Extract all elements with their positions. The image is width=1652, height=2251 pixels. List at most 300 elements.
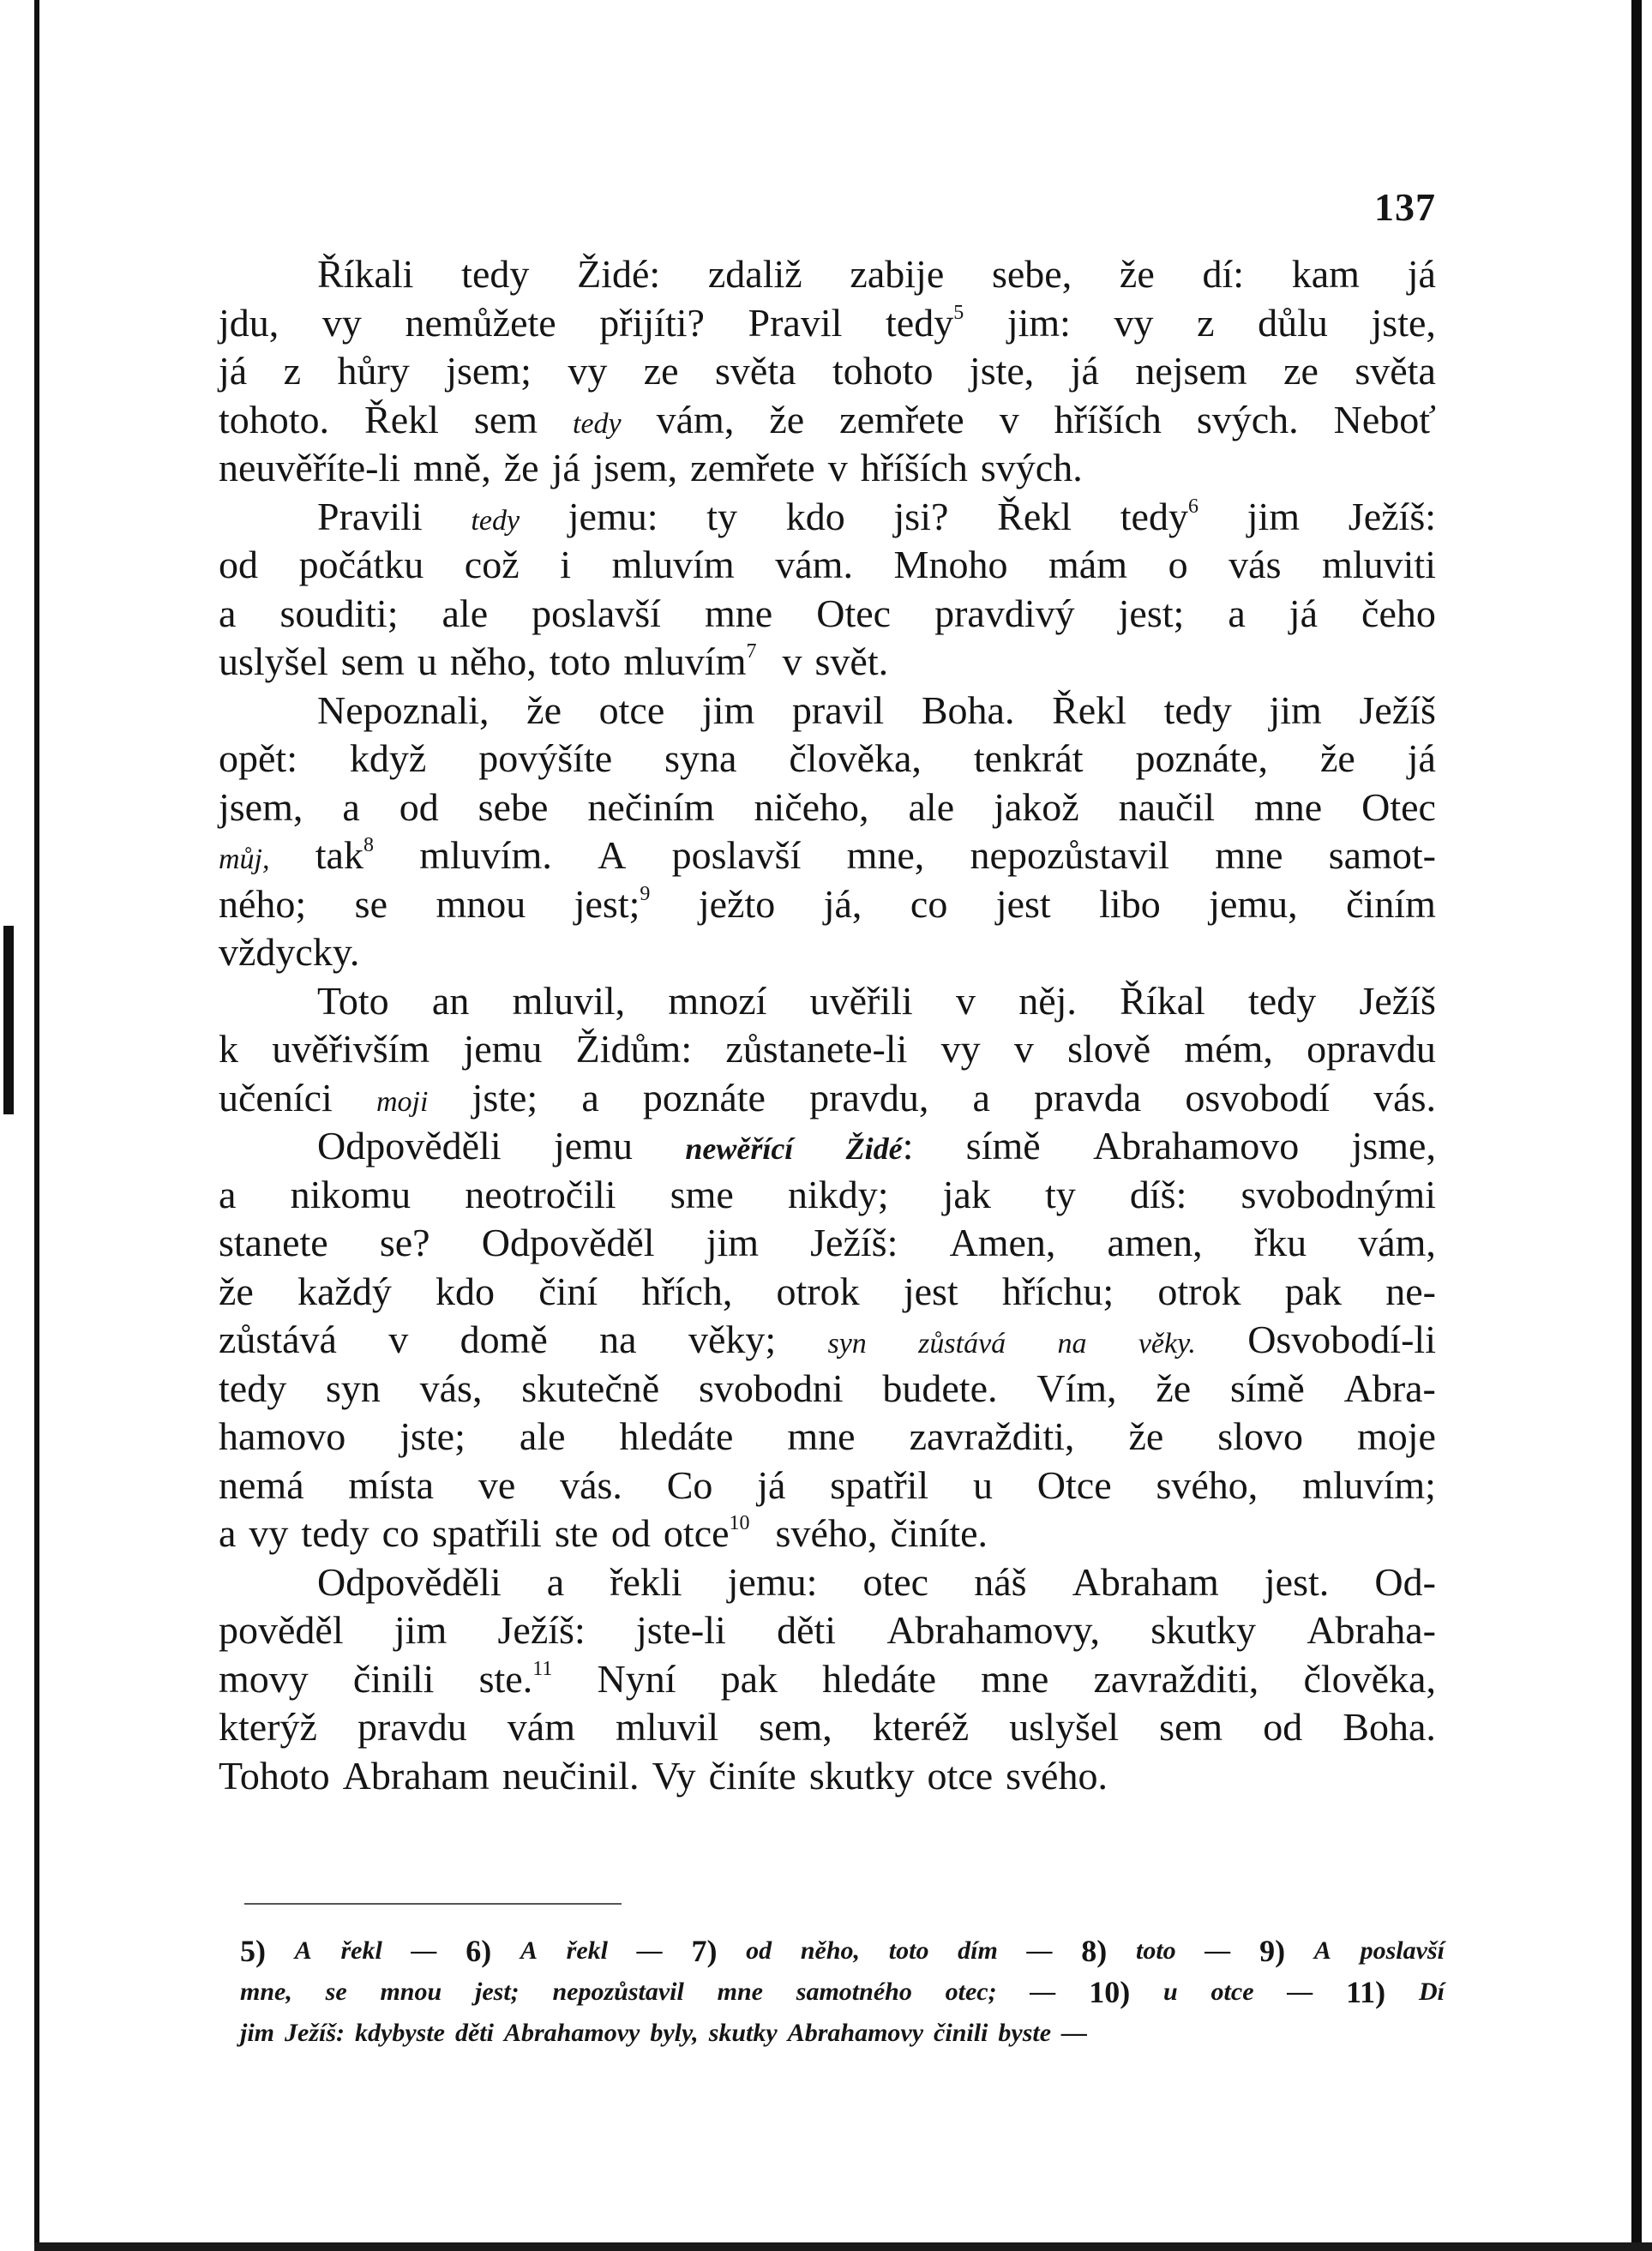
word: mnozí [668,978,767,1023]
word: opět: [219,736,297,780]
word: každý [297,1269,392,1313]
word: ty [706,494,738,538]
word: samot- [1328,833,1436,877]
word: sem [473,397,538,441]
word: já [1070,349,1099,393]
text-line [219,493,1436,542]
footnote-word: jim [240,2019,275,2047]
word: ničeho, [754,784,869,829]
word: že [1156,1366,1192,1410]
word: sem, [759,1705,832,1749]
word: Odpověděli [317,1559,502,1604]
footnote-number: 5) [240,1934,266,1968]
footnote-word: mne, [240,1978,292,2006]
word: pravda [1034,1075,1142,1119]
footnote-word: Abrahamovy [503,2019,640,2047]
text-line [219,735,1436,783]
italic-text: syn [827,1328,867,1360]
word: jsem; [446,349,532,393]
word: uslyšel [1009,1705,1120,1749]
word: pravdu [357,1705,467,1749]
word: vy [568,349,608,393]
footnote-word: skutky [708,2019,778,2047]
text-line [219,1025,1436,1074]
word: že [1319,736,1355,780]
word: pravdivý [934,591,1075,635]
text-line [219,1365,1436,1414]
word: se? [379,1221,430,1264]
text-line [219,783,1436,832]
word: jest [995,881,1051,926]
word: k [219,1027,238,1071]
word: svých. [1196,397,1299,441]
word: svobodni [698,1366,844,1410]
word [573,396,622,445]
word: i [560,543,571,586]
word: skutky [1150,1608,1256,1652]
word: jemu: [727,1559,818,1604]
word: tedy [461,252,530,296]
word: Tohoto [219,1753,330,1798]
word: jim [1247,494,1301,538]
word: Ježíš [1359,687,1436,732]
word: neučinil. [502,1753,640,1798]
word: poznáte, [1135,736,1269,780]
word: mluviti [1322,543,1436,586]
word: poslavší [671,833,802,877]
word: ale [908,784,955,829]
word: mluvím. [419,833,552,877]
word: člověka, [789,736,922,780]
word [219,831,270,880]
italic-text: věky. [1138,1328,1196,1360]
word: hříších [1054,397,1162,441]
word: pravdu, [809,1075,929,1119]
word: jsi? [893,494,949,538]
word: mluvil, [512,978,626,1023]
footnote-line [240,1972,1445,2013]
word: syna [664,736,737,780]
word: já [551,446,580,489]
word: a [219,1172,237,1216]
word: Řekl [1052,687,1126,732]
italic-text: tedy [573,407,622,440]
word: nemá [219,1462,304,1507]
footnote-number: 6) [466,1934,492,1968]
word: v [388,1318,409,1361]
word: hledáte [822,1656,936,1701]
word: jim [1269,687,1322,732]
word: Otec [1361,784,1436,829]
footnote-word: samotného [796,1978,912,2006]
footnote-word: řekl [340,1936,382,1965]
footnote-number: 8) [1081,1934,1108,1968]
word: v [955,978,976,1023]
footnote-word: otce [1210,1978,1254,2006]
word: an [431,978,470,1023]
word: símě [1229,1366,1305,1410]
word: Ježíš: [810,1221,898,1264]
footnote-word: A [1313,1936,1331,1965]
word: tedy$^5$ [886,300,964,345]
footnote-word: — [1061,2019,1088,2047]
word: vy [1114,300,1154,345]
word: vám, [1358,1221,1436,1264]
footnote-word: — [1287,1978,1313,2006]
word: hřích, [641,1269,733,1313]
word: vás, [419,1366,483,1410]
word: jste-li [636,1608,726,1652]
word: nečiním [587,784,715,829]
word: Toto [317,978,389,1023]
word: Neboť [1333,397,1436,441]
footnote-word: kdybyste [355,2019,445,2047]
text-line [219,1171,1436,1220]
word: od [1263,1705,1303,1749]
footnote-marker: 9 [640,882,651,905]
word: Co [666,1462,713,1507]
word: skutky [808,1753,915,1798]
word [1058,1316,1087,1365]
word: jim [701,687,755,732]
fraktur-text: newěřící [685,1132,794,1166]
word: Od- [1374,1559,1436,1604]
text-line [219,299,1436,348]
word: vám, [656,397,735,441]
word: se [354,881,387,926]
word: nejsem [1135,349,1247,393]
word: Ježíš: [1348,494,1436,538]
word: řku [1253,1221,1307,1264]
word: já [757,1462,786,1507]
word: svobodnými [1241,1172,1436,1216]
footnote-word: nepozůstavil [552,1978,684,2006]
word: zůstanete-li [725,1027,908,1071]
footnote-word: řekl [566,1936,608,1965]
word: jste; [399,1414,466,1458]
word: vás. [560,1462,622,1507]
word: sem [340,639,405,683]
text-line [219,347,1436,396]
word [827,1316,866,1365]
italic-text: tedy [471,504,520,537]
word: Abraham [1072,1559,1219,1604]
word: pravil [791,687,885,732]
footnote-word: A [520,1936,538,1965]
word: neotročili [465,1172,616,1216]
word: tedy [301,1511,369,1555]
word: mne, [846,833,925,877]
word: kteréž [872,1705,970,1749]
fraktur-text: Židé [845,1132,903,1166]
word: v [999,397,1019,441]
word: činí [538,1269,598,1313]
word: mám [1048,543,1128,586]
word: zemřete [690,446,815,489]
word: Vím, [1036,1366,1117,1410]
footnote-word: Abrahamovy [787,2019,924,2047]
italic-text: na [1057,1328,1087,1360]
text-line [219,1655,1436,1704]
word: mne [1215,833,1283,877]
footnote-word: byly, [650,2019,699,2047]
text-line [219,880,1436,929]
word: já, [823,881,862,926]
word: jest;$^9$ [574,881,651,926]
word: svých. [980,446,1083,489]
word: jste; [472,1075,538,1119]
word: jak [942,1172,991,1216]
word: zemřete [839,397,964,441]
word: tak$^8$ [315,833,374,877]
italic-text: moji [375,1085,429,1118]
word: spatřil [830,1462,929,1507]
word: movy [219,1656,309,1701]
scan-spine-shadow [3,926,14,1114]
text-line [219,1122,1436,1171]
word: nikdy; [787,1172,889,1216]
word: Řekl [364,397,439,441]
word: opravdu [1307,1027,1436,1071]
footnote-marker: 10 [729,1512,750,1534]
word: Židé: [577,252,661,296]
word: poslavší [532,591,661,635]
word: otce [927,1753,994,1798]
word: syn [325,1366,381,1410]
footnote-word: mnou [380,1978,442,2006]
word: Ježíš [1359,978,1436,1023]
footnote-word: jest; [475,1978,520,2006]
word: svého, [775,1511,878,1555]
word: otec [862,1559,929,1604]
word: toto [549,639,611,683]
footnote-word: mne [717,1978,763,2006]
word: spatřili [432,1511,542,1555]
word: pak [1284,1269,1343,1313]
word: že [769,397,805,441]
word: vás [1228,543,1282,586]
word: Otec [816,591,892,635]
word: slově [1067,1027,1151,1071]
word: jdu, [219,300,279,345]
word: hůry [337,349,410,393]
word: moje [1357,1414,1436,1458]
word: činili [352,1656,435,1701]
footnote-word: — [1204,1936,1231,1965]
word: já [1407,252,1436,296]
word: mne [981,1656,1049,1701]
word: děti [777,1608,837,1652]
word: Nepoznali, [317,687,490,732]
word: jest [903,1269,958,1313]
text-line [219,590,1436,639]
word: místa [348,1462,435,1507]
text-line [219,1268,1436,1317]
word: a [1228,591,1246,635]
text-line [219,1413,1436,1462]
word: Mnoho [893,543,1008,586]
word: jim: [1006,300,1071,345]
word: dí: [1202,252,1245,296]
word: zavražditi, [909,1414,1075,1458]
word: Řekl [997,494,1072,538]
word: jakož [994,784,1079,829]
word: tedy$^6$ [1120,494,1198,538]
word: od [610,1511,651,1555]
footnote-marker: 7 [746,640,757,663]
word: mne [704,591,773,635]
text-line [219,1606,1436,1655]
footnote-word: toto [1136,1936,1176,1965]
word: libo [1099,881,1161,926]
word: slovo [1217,1414,1303,1458]
word: Boha. [921,687,1015,732]
word: poznáte [642,1075,766,1119]
word: mluvím; [1302,1462,1436,1507]
footnote-marker: 11 [532,1657,553,1680]
footnote-word: činili [934,2019,988,2047]
word: a [342,784,360,829]
footnote-line [240,2013,1445,2054]
text-line [219,638,1436,687]
footnote-marker: 6 [1187,495,1198,518]
footnote-number: 11) [1346,1975,1386,2009]
footnote-number: 10) [1089,1975,1131,2009]
page-number: 137 [1374,185,1436,229]
word: vždycky. [219,930,360,974]
word: sebe, [991,252,1072,296]
word: a [581,1075,599,1119]
word [918,1316,1006,1365]
word: vám. [775,543,853,586]
word: vy [321,300,362,345]
word: vy [940,1027,981,1071]
text-line [219,1074,1436,1123]
word: ne- [1385,1269,1436,1313]
word: kdo [436,1269,496,1313]
word: Abrahamovo [1093,1124,1300,1168]
footnote-rule [244,1903,622,1905]
word: tenkrát [973,736,1084,780]
text-line [219,1558,1436,1607]
word: jemu: [568,494,658,538]
word: pak [720,1656,778,1701]
word: člověka, [1303,1656,1436,1701]
text-line [219,1752,1436,1801]
word [685,1122,793,1171]
word: že [1128,1414,1164,1458]
word: od [219,543,258,586]
word: svět. [814,639,889,683]
word: jemu, [1209,881,1298,926]
word: ze [1283,349,1319,393]
italic-text: zůstává [918,1328,1006,1360]
word: zabije [850,252,945,296]
word: símě [965,1124,1041,1168]
word: z [283,349,302,393]
footnote-word: — [636,1936,663,1965]
footnote-word: — [1026,1936,1053,1965]
word: tohoto. [219,397,330,441]
word: Vy [652,1753,696,1798]
text-line [219,541,1436,590]
word: skutečně [521,1366,660,1410]
word: co [910,881,948,926]
footnote-word: A [294,1936,312,1965]
text-line [219,250,1436,299]
word: Odpověděl [481,1221,655,1264]
word: mluvil [616,1705,719,1749]
text-line [219,1219,1436,1268]
word: pověděl [219,1608,344,1652]
word: že [1119,252,1155,296]
word: Amen, [949,1221,1056,1264]
text-line [219,396,1436,445]
text-line [219,444,1436,493]
footnote-word: — [411,1936,437,1965]
word: ste.$^{11}$ [478,1656,553,1701]
word: jsem, [592,446,678,489]
word: Osvobodí-li [1247,1318,1436,1361]
footnote-line [240,1930,1445,1972]
word: v [827,446,848,489]
footnote-word: něho, [800,1936,861,1965]
word: co [381,1511,420,1555]
word: že [503,446,539,489]
word: jemu [553,1124,633,1168]
word: jemu [463,1027,543,1071]
word: díš: [1129,1172,1187,1216]
word: já [219,349,248,393]
word: činíte [708,1753,796,1798]
word: učeníci [219,1075,333,1119]
word: Pravil [748,300,843,345]
word: ste [554,1511,598,1555]
word: v [1013,1027,1034,1071]
word: světa [1355,349,1436,393]
word: a [219,1511,237,1555]
word: náš [974,1559,1027,1604]
footnote-word: u [1163,1978,1178,2006]
text-line [219,831,1436,880]
footnote-word: Ježíš: [285,2019,345,2047]
word: a [972,1075,990,1119]
word: důlu [1258,300,1328,345]
word: v [782,639,802,683]
word: něho, [449,639,537,683]
word: jste, [969,349,1035,393]
word: ježto [698,881,776,926]
text-line [219,687,1436,735]
word: Abra- [1343,1366,1436,1410]
word: tedy [1248,978,1317,1023]
word: u [417,639,437,683]
word: tohoto [832,349,934,393]
word: kdo [785,494,845,538]
word: domě [460,1318,548,1361]
footnote-word: otec; [945,1978,997,2006]
word: ale [442,591,489,635]
word: zůstává [219,1318,337,1361]
word: jim [393,1608,448,1652]
word: mně, [413,446,491,489]
word: uvěřili [809,978,913,1023]
word: a [219,591,237,635]
footnote-word: děti [454,2019,494,2047]
word: tedy [219,1366,287,1410]
word: něj. [1018,978,1077,1023]
word: jsme, [1351,1124,1436,1168]
